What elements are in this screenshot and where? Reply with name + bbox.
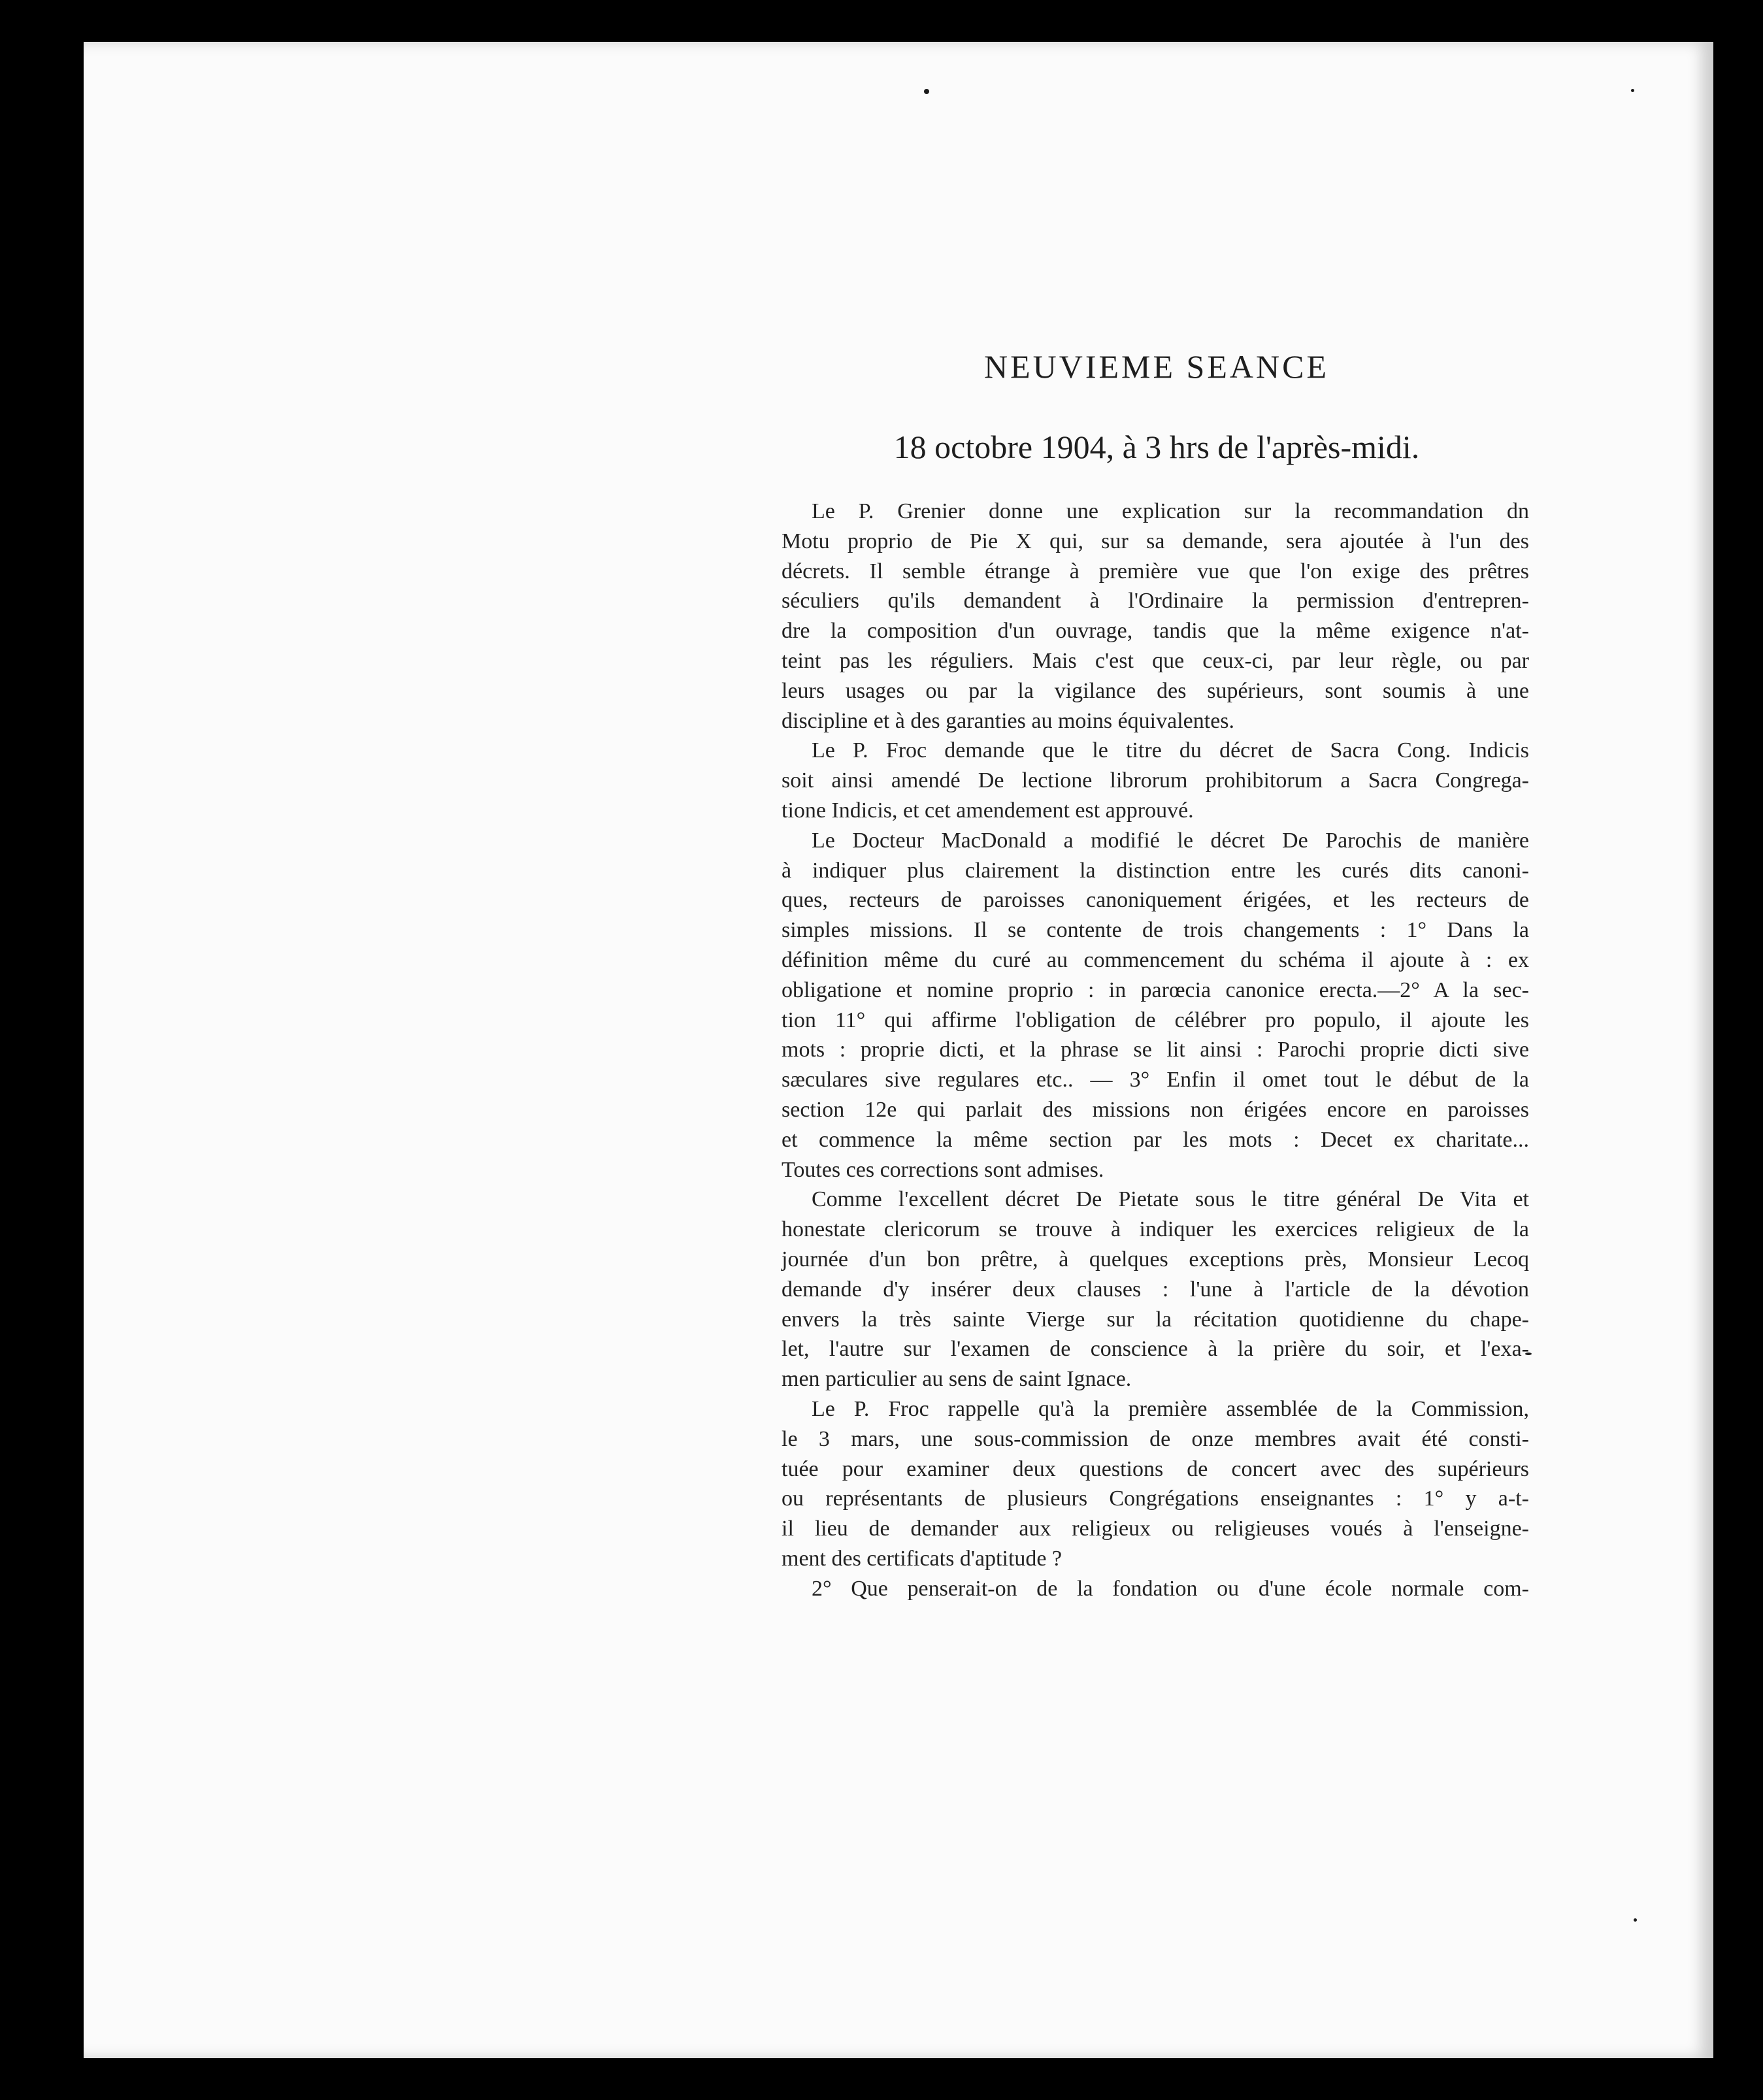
- text-line: soit ainsi amendé De lectione librorum prohibitorum a Sacra Congrega-: [782, 768, 1529, 793]
- section-heading: NEUVIEME SEANCE: [983, 348, 1330, 385]
- scan-speck: [924, 89, 929, 94]
- text-line: journée d'un bon prêtre, à quelques exceptions près, Monsieur Lecoq: [782, 1247, 1529, 1271]
- text-line: tuée pour examiner deux questions de concert avec des supérieurs: [782, 1456, 1529, 1481]
- text-line: à indiquer plus clairement la distinction entre les curés dits canoni-: [782, 858, 1529, 883]
- text-line: sæculares sive regulares etc.. — 3° Enfin il omet tout le début de la: [782, 1068, 1529, 1092]
- scan-speck: [1631, 89, 1634, 92]
- text-line: décrets. Il semble étrange à première vue que l'on exige des prêtres: [782, 559, 1529, 583]
- text-line: le 3 mars, une sous-commission de onze membres avait été consti-: [782, 1426, 1529, 1451]
- text-line: envers la très sainte Vierge sur la récitation quotidienne du chape-: [782, 1307, 1529, 1332]
- text-line: Toutes ces corrections sont admises.: [782, 1157, 1104, 1182]
- text-line: discipline et à des garanties au moins équivalentes.: [782, 708, 1235, 733]
- text-line: dre la composition d'un ouvrage, tandis que la même exigence n'at-: [782, 619, 1529, 644]
- paragraph-lecoq: [751, 1185, 1529, 1394]
- text-line: men particulier au sens de saint Ignace.: [782, 1367, 1132, 1392]
- text-line: et commence la même section par les mots : Decet ex charitate...: [782, 1127, 1529, 1152]
- text-line: tione Indicis, et cet amendement est approuvé.: [782, 798, 1194, 823]
- text-line: simples missions. Il se contente de trois changements : 1° Dans la: [782, 918, 1529, 943]
- text-line: honestate clericorum se trouve à indiquer les exercices religieux de la: [782, 1217, 1529, 1242]
- text-line: Le P. Grenier donne une explication sur la recommandation dn: [812, 499, 1529, 523]
- text-line: Motu proprio de Pie X qui, sur sa demande, sera ajoutée à l'un des: [782, 529, 1529, 553]
- paragraph-question-two: [751, 1574, 1529, 1604]
- text-line: tion 11° qui affirme l'obligation de célébrer pro populo, il ajoute les: [782, 1008, 1529, 1032]
- text-line: il lieu de demander aux religieux ou religieuses voués à l'enseigne-: [782, 1517, 1529, 1541]
- text-line: ment des certificats d'aptitude ?: [782, 1546, 1063, 1571]
- text-line: obligatione et nomine proprio : in parœcia canonice erecta.—2° A la sec-: [782, 977, 1529, 1002]
- paragraph-froc-amendment: [751, 736, 1529, 825]
- paragraph-grenier: [751, 497, 1529, 736]
- text-line: ou représentants de plusieurs Congrégations enseignantes : 1° y a-t-: [782, 1486, 1529, 1511]
- text-line: section 12e qui parlait des missions non érigées encore en paroisses: [782, 1097, 1529, 1122]
- text-line: leurs usages ou par la vigilance des supérieurs, sont soumis à une: [782, 678, 1529, 703]
- text-line: définition même du curé au commencement du schéma il ajoute à : ex: [782, 947, 1529, 972]
- text-line: ques, recteurs de paroisses canoniquement érigées, et les recteurs de: [782, 888, 1529, 913]
- text-line: séculiers qu'ils demandent à l'Ordinaire la permission d'entrepren-: [782, 589, 1529, 614]
- session-date: 18 octobre 1904, à 3 hrs de l'après-midi.: [893, 429, 1420, 465]
- text-line: Comme l'excellent décret De Pietate sous le titre général De Vita et: [812, 1187, 1529, 1212]
- paragraph-froc-commission: [751, 1394, 1529, 1574]
- text-line: teint pas les réguliers. Mais c'est que ceux-ci, par leur règle, ou par: [782, 648, 1529, 673]
- text-line: Le Docteur MacDonald a modifié le décret De Parochis de manière: [812, 828, 1529, 853]
- text-line: demande d'y insérer deux clauses : l'une à l'article de la dévotion: [782, 1277, 1529, 1302]
- text-line: Le P. Froc rappelle qu'à la première assemblée de la Commission,: [812, 1396, 1529, 1421]
- text-line: mots : proprie dicti, et la phrase se lit ainsi : Parochi proprie dicti sive: [782, 1038, 1529, 1062]
- body-text: [751, 497, 1529, 1603]
- text-line: let, l'autre sur l'examen de conscience à la prière du soir, et l'exa-: [782, 1337, 1529, 1362]
- scan-speck: [1634, 1918, 1637, 1922]
- text-line: Le P. Froc demande que le titre du décret de Sacra Cong. Indicis: [812, 738, 1529, 763]
- text-line: 2° Que penserait-on de la fondation ou d'une école normale com-: [812, 1576, 1529, 1601]
- paragraph-macdonald: [751, 826, 1529, 1185]
